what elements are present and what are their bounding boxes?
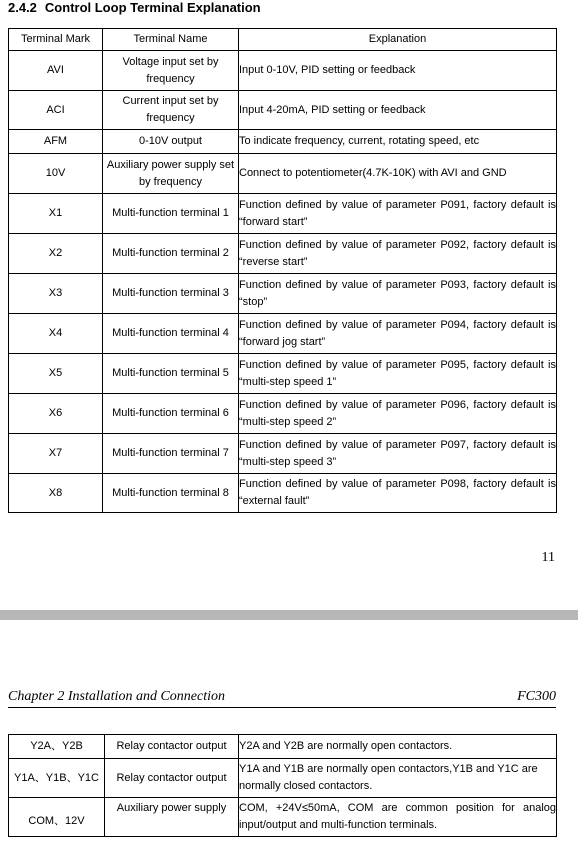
table-row xyxy=(9,354,557,394)
terminal-explanation: Y1A and Y1B are normally open contactors,Y1B and Y1C are normally closed contactors. xyxy=(239,759,557,798)
table-header-row xyxy=(9,29,557,51)
terminal-name: Multi-function terminal 5 xyxy=(103,354,239,394)
terminal-mark: X1 xyxy=(9,194,103,234)
terminal-explanation: Y2A and Y2B are normally open contactors. xyxy=(239,735,557,759)
relay-terminal-table xyxy=(8,734,557,837)
terminal-name: Multi-function terminal 7 xyxy=(103,434,239,474)
table-row xyxy=(9,434,557,474)
control-loop-terminal-table xyxy=(8,28,557,513)
terminal-explanation: Input 4-20mA, PID setting or feedback xyxy=(239,91,557,130)
section-number: 2.4.2 xyxy=(8,0,37,15)
table-row xyxy=(9,154,557,194)
terminal-mark: X2 xyxy=(9,234,103,274)
terminal-explanation: Function defined by value of parameter P094, factory default is “forward jog start” xyxy=(239,314,557,354)
table-row xyxy=(9,735,557,759)
table-row xyxy=(9,274,557,314)
terminal-mark: 10V xyxy=(9,154,103,194)
terminal-name: Multi-function terminal 6 xyxy=(103,394,239,434)
table-row xyxy=(9,759,557,798)
terminal-name: 0-10V output xyxy=(103,130,239,154)
column-header-terminal-mark: Terminal Mark xyxy=(9,29,103,51)
page-number: 11 xyxy=(541,550,555,565)
table-row xyxy=(9,194,557,234)
terminal-explanation: Function defined by value of parameter P096, factory default is “multi-step speed 2” xyxy=(239,394,557,434)
terminal-mark: X6 xyxy=(9,394,103,434)
table-row xyxy=(9,394,557,434)
page-separator xyxy=(0,610,578,620)
terminal-mark: X7 xyxy=(9,434,103,474)
table-row xyxy=(9,91,557,130)
terminal-name: Multi-function terminal 2 xyxy=(103,234,239,274)
section-title: Control Loop Terminal Explanation xyxy=(44,0,261,15)
column-header-explanation: Explanation xyxy=(239,29,557,51)
terminal-explanation: To indicate frequency, current, rotating speed, etc xyxy=(239,130,557,154)
terminal-mark: Y1A、Y1B、Y1C xyxy=(9,759,105,798)
terminal-name: Auxiliary power supply xyxy=(105,798,239,837)
section-heading xyxy=(8,0,261,15)
table-row xyxy=(9,798,557,837)
terminal-explanation: Function defined by value of parameter P097, factory default is “multi-step speed 3” xyxy=(239,434,557,474)
terminal-explanation: Function defined by value of parameter P095, factory default is “multi-step speed 1” xyxy=(239,354,557,394)
column-header-terminal-name: Terminal Name xyxy=(103,29,239,51)
terminal-name: Voltage input set by frequency xyxy=(103,51,239,91)
running-header-chapter: Chapter 2 Installation and Connection xyxy=(8,689,225,704)
table-row xyxy=(9,51,557,91)
terminal-mark: AFM xyxy=(9,130,103,154)
terminal-name: Multi-function terminal 8 xyxy=(103,474,239,513)
terminal-name: Relay contactor output xyxy=(105,759,239,798)
terminal-mark: X8 xyxy=(9,474,103,513)
terminal-explanation: Function defined by value of parameter P092, factory default is “reverse start” xyxy=(239,234,557,274)
terminal-mark: X3 xyxy=(9,274,103,314)
terminal-explanation: Function defined by value of parameter P093, factory default is “stop” xyxy=(239,274,557,314)
terminal-mark: X5 xyxy=(9,354,103,394)
terminal-explanation: Function defined by value of parameter P098, factory default is “external fault” xyxy=(239,474,557,513)
header-rule xyxy=(8,707,556,708)
terminal-name: Multi-function terminal 4 xyxy=(103,314,239,354)
table-row xyxy=(9,474,557,513)
terminal-mark: Y2A、Y2B xyxy=(9,735,105,759)
terminal-name: Auxiliary power supply set by frequency xyxy=(103,154,239,194)
table-row xyxy=(9,314,557,354)
terminal-mark: ACI xyxy=(9,91,103,130)
terminal-name: Current input set by frequency xyxy=(103,91,239,130)
terminal-explanation: COM, +24V≤50mA, COM are common position for analog input/output and multi-function terminals. xyxy=(239,798,557,837)
running-header-product: FC300 xyxy=(517,689,556,704)
terminal-mark: X4 xyxy=(9,314,103,354)
terminal-mark: AVI xyxy=(9,51,103,91)
terminal-explanation: Function defined by value of parameter P091, factory default is “forward start” xyxy=(239,194,557,234)
table-row xyxy=(9,234,557,274)
terminal-name: Relay contactor output xyxy=(105,735,239,759)
table-row xyxy=(9,130,557,154)
terminal-name: Multi-function terminal 1 xyxy=(103,194,239,234)
terminal-explanation: Input 0-10V, PID setting or feedback xyxy=(239,51,557,91)
terminal-explanation: Connect to potentiometer(4.7K-10K) with AVI and GND xyxy=(239,154,557,194)
terminal-mark: COM、12V xyxy=(9,798,105,837)
terminal-name: Multi-function terminal 3 xyxy=(103,274,239,314)
